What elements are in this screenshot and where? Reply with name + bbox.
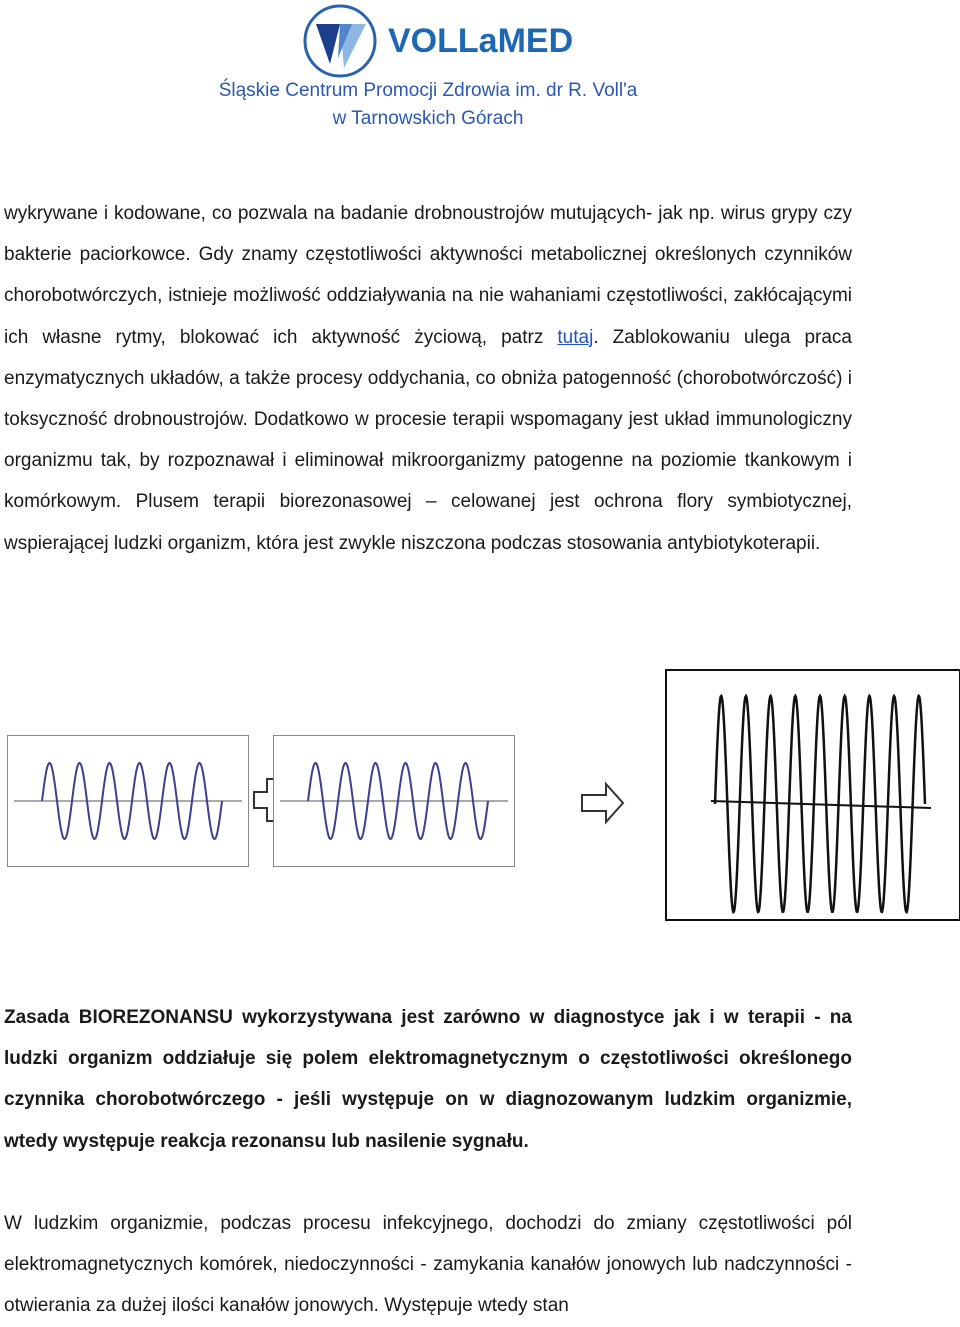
brand-name: VOLLaMED (388, 22, 574, 60)
wave-diagram-1 (7, 735, 249, 867)
wave-diagram-2 (273, 735, 515, 867)
page-header (0, 0, 960, 140)
paragraph-3: W ludzkim organizmie, podczas procesu infekcyjnego, dochodzi do zmiany częstotliwości pól elektromagnetycznych komórek, niedoczynności - zamykania kanałów jonowych lub nadczynności - otwierania za dużej ilości kanałów jonowych. Występuje wtedy stan (4, 1213, 852, 1317)
paragraph-2: Zasada BIOREZONANSU wykorzystywana jest zarówno w diagnostyce jak i w terapii - na ludzki organizm oddziałuje się polem elektromagnetycznym o częstotliwości określonego czynnika chorobotwórczego - jeśli występuje on w diagnozowanym ludzkim organizmie, wtedy występuje reakcja rezonansu lub nasilenie sygnału. (4, 1007, 852, 1152)
paragraph-1-text-b: . Zablokowaniu ulega praca enzymatycznych układów, a także procesy oddychania, co obniża patogenność (chorobotwórczość) i toksyczność drobnoustrojów. Dodatkowo w procesie terapii wspomagany jest układ immunologiczny organizmu tak, by rozpoznawał i eliminował mikroorganizmy patogenne na poziomie tkankowym i komórkowym. Plusem terapii biorezonasowej – celowanej jest ochrona flory symbiotycznej, wspierającej ludzki organizm, która jest zwykle niszczona podczas stosowania antybiotykoterapii. (4, 326, 852, 554)
wave-diagram-result (665, 669, 960, 921)
right-arrow-icon (580, 780, 626, 826)
vollamed-logo-icon (300, 2, 380, 80)
paragraph-1-text-a: wykrywane i kodowane, co pozwala na badanie drobnoustrojów mutujących- jak np. wirus grypy czy bakterie paciorkowce. Gdy znamy częstotliwości aktywności metabolicznej określonych czynników chorobotwórczych, istnieje możliwość oddziaływania na nie wahaniami częstotliwości, zakłócającymi ich własne rytmy, blokować ich aktywność życiową, patrz (4, 203, 852, 348)
header-subtitle-line2: w Tarnowskich Górach (332, 108, 524, 129)
header-subtitle-line1: Śląskie Centrum Promocji Zdrowia im. dr R. Voll'a (218, 80, 638, 101)
tutaj-link[interactable]: tutaj (557, 326, 594, 348)
paragraph-1 (4, 193, 852, 564)
